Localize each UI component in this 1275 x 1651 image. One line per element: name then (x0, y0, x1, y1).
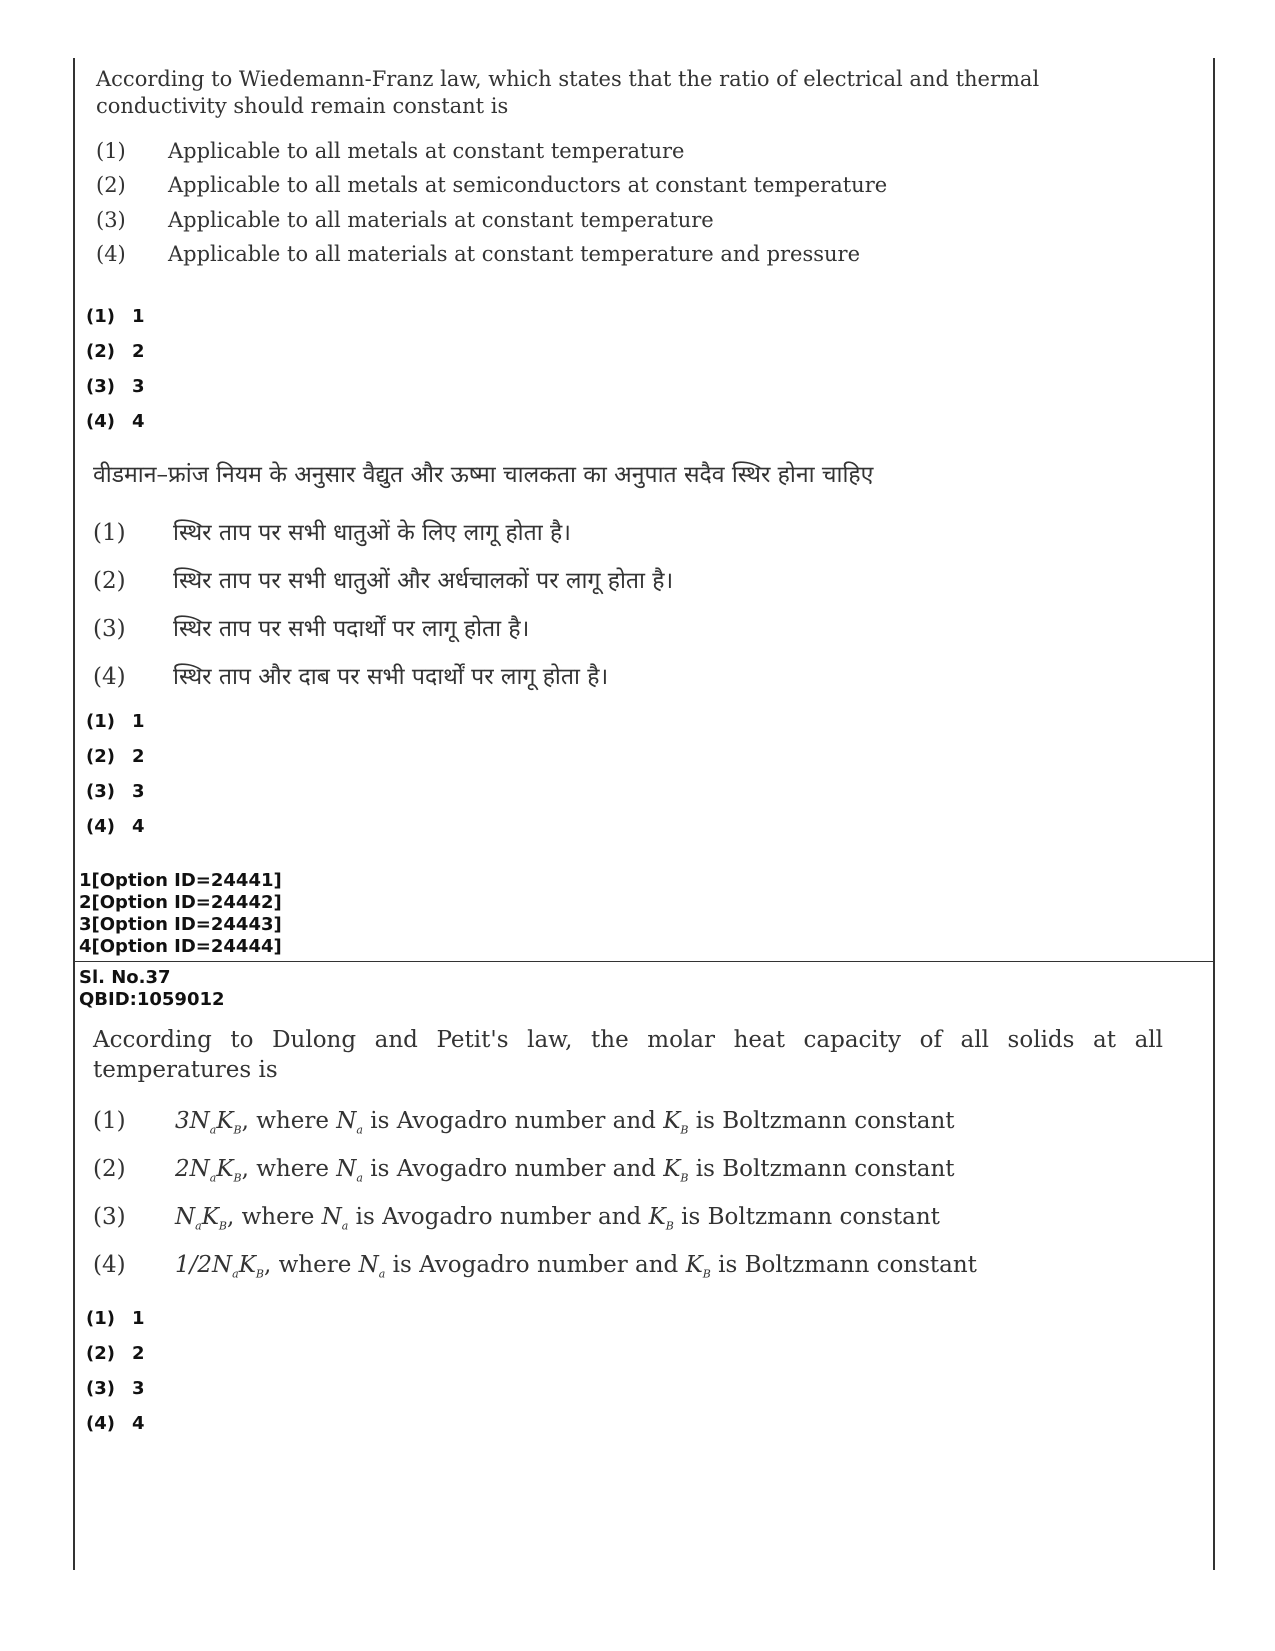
question-divider (73, 961, 1215, 962)
option-number: (2) (96, 173, 126, 197)
option-text: Applicable to all materials at constant temperature and pressure (168, 242, 861, 266)
q2-meta (79, 967, 225, 1011)
option-text: Applicable to all metals at constant temperature (168, 139, 685, 163)
q1-answer-hi-1[interactable]: (1) 1 (86, 711, 145, 732)
option-number: (4) (96, 242, 126, 266)
q1-answer-hi-2[interactable]: (2) 2 (86, 746, 145, 767)
q1-option-en-2 (96, 173, 887, 197)
q2-option-2: (2) $2N_aK_B$, where $N_a$ is Avogadro number and $K_B$ is Boltzmann constant (93, 1156, 955, 1185)
q1-answer-en-4[interactable]: (4) 4 (86, 411, 145, 432)
q1-option-hi-3: (3) स्थिर ताप पर सभी पदार्थों पर लागू होता है। (93, 616, 530, 642)
option-id: 2[Option ID=24442] (79, 892, 282, 913)
q1-answer-en-1[interactable]: (1) 1 (86, 306, 145, 327)
option-id: 3[Option ID=24443] (79, 914, 282, 935)
option-id: 4[Option ID=24444] (79, 936, 282, 957)
q1-option-hi-4: (4) स्थिर ताप और दाब पर सभी पदार्थों पर लागू होता है। (93, 664, 609, 690)
q2-answer-1[interactable]: (1) 1 (86, 1308, 145, 1329)
q1-answer-en-2[interactable]: (2) 2 (86, 341, 145, 362)
q2-question: According to Dulong and Petit's law, the molar heat capacity of all solids at all temperatures is (93, 1027, 1163, 1083)
q1-question-en: According to Wiedemann-Franz law, which states that the ratio of electrical and thermal conductivity should remain constant is (96, 67, 1040, 118)
qbid: QBID:1059012 (79, 989, 225, 1010)
q1-answer-hi-4[interactable]: (4) 4 (86, 816, 145, 837)
q1-question-hi: वीडमान–फ्रांज नियम के अनुसार वैद्युत और ऊष्मा चालकता का अनुपात सदैव स्थिर होना चाहिए (93, 462, 874, 488)
q2-answer-3[interactable]: (3) 3 (86, 1378, 145, 1399)
option-id: 1[Option ID=24441] (79, 870, 282, 891)
page-border-right (1213, 58, 1215, 1570)
q1-answer-en-3[interactable]: (3) 3 (86, 376, 145, 397)
q1-option-en-1 (96, 139, 684, 163)
q1-answer-hi-3[interactable]: (3) 3 (86, 781, 145, 802)
option-number: (1) (96, 139, 126, 163)
option-number: (3) (96, 208, 126, 232)
q2-answer-2[interactable]: (2) 2 (86, 1343, 145, 1364)
q1-option-hi-1: (1) स्थिर ताप पर सभी धातुओं के लिए लागू होता है। (93, 520, 571, 546)
q2-option-1: (1) $3N_aK_B$, where $N_a$ is Avogadro number and $K_B$ is Boltzmann constant (93, 1108, 955, 1137)
q1-option-en-4 (96, 242, 860, 266)
q2-option-3: (3) $N_aK_B$, where $N_a$ is Avogadro number and $K_B$ is Boltzmann constant (93, 1204, 940, 1233)
q2-answer-4[interactable]: (4) 4 (86, 1413, 145, 1434)
q1-option-en-3 (96, 208, 714, 232)
page-border-left (73, 58, 75, 1570)
q2-option-4: (4) $1/2N_aK_B$, where $N_a$ is Avogadro number and $K_B$ is Boltzmann constant (93, 1252, 977, 1281)
q1-option-hi-2: (2) स्थिर ताप पर सभी धातुओं और अर्धचालकों पर लागू होता है। (93, 568, 674, 594)
option-text: Applicable to all materials at constant temperature (168, 208, 714, 232)
option-text: Applicable to all metals at semiconductors at constant temperature (168, 173, 888, 197)
serial-number: Sl. No.37 (79, 967, 171, 988)
option-id-list (79, 870, 282, 958)
